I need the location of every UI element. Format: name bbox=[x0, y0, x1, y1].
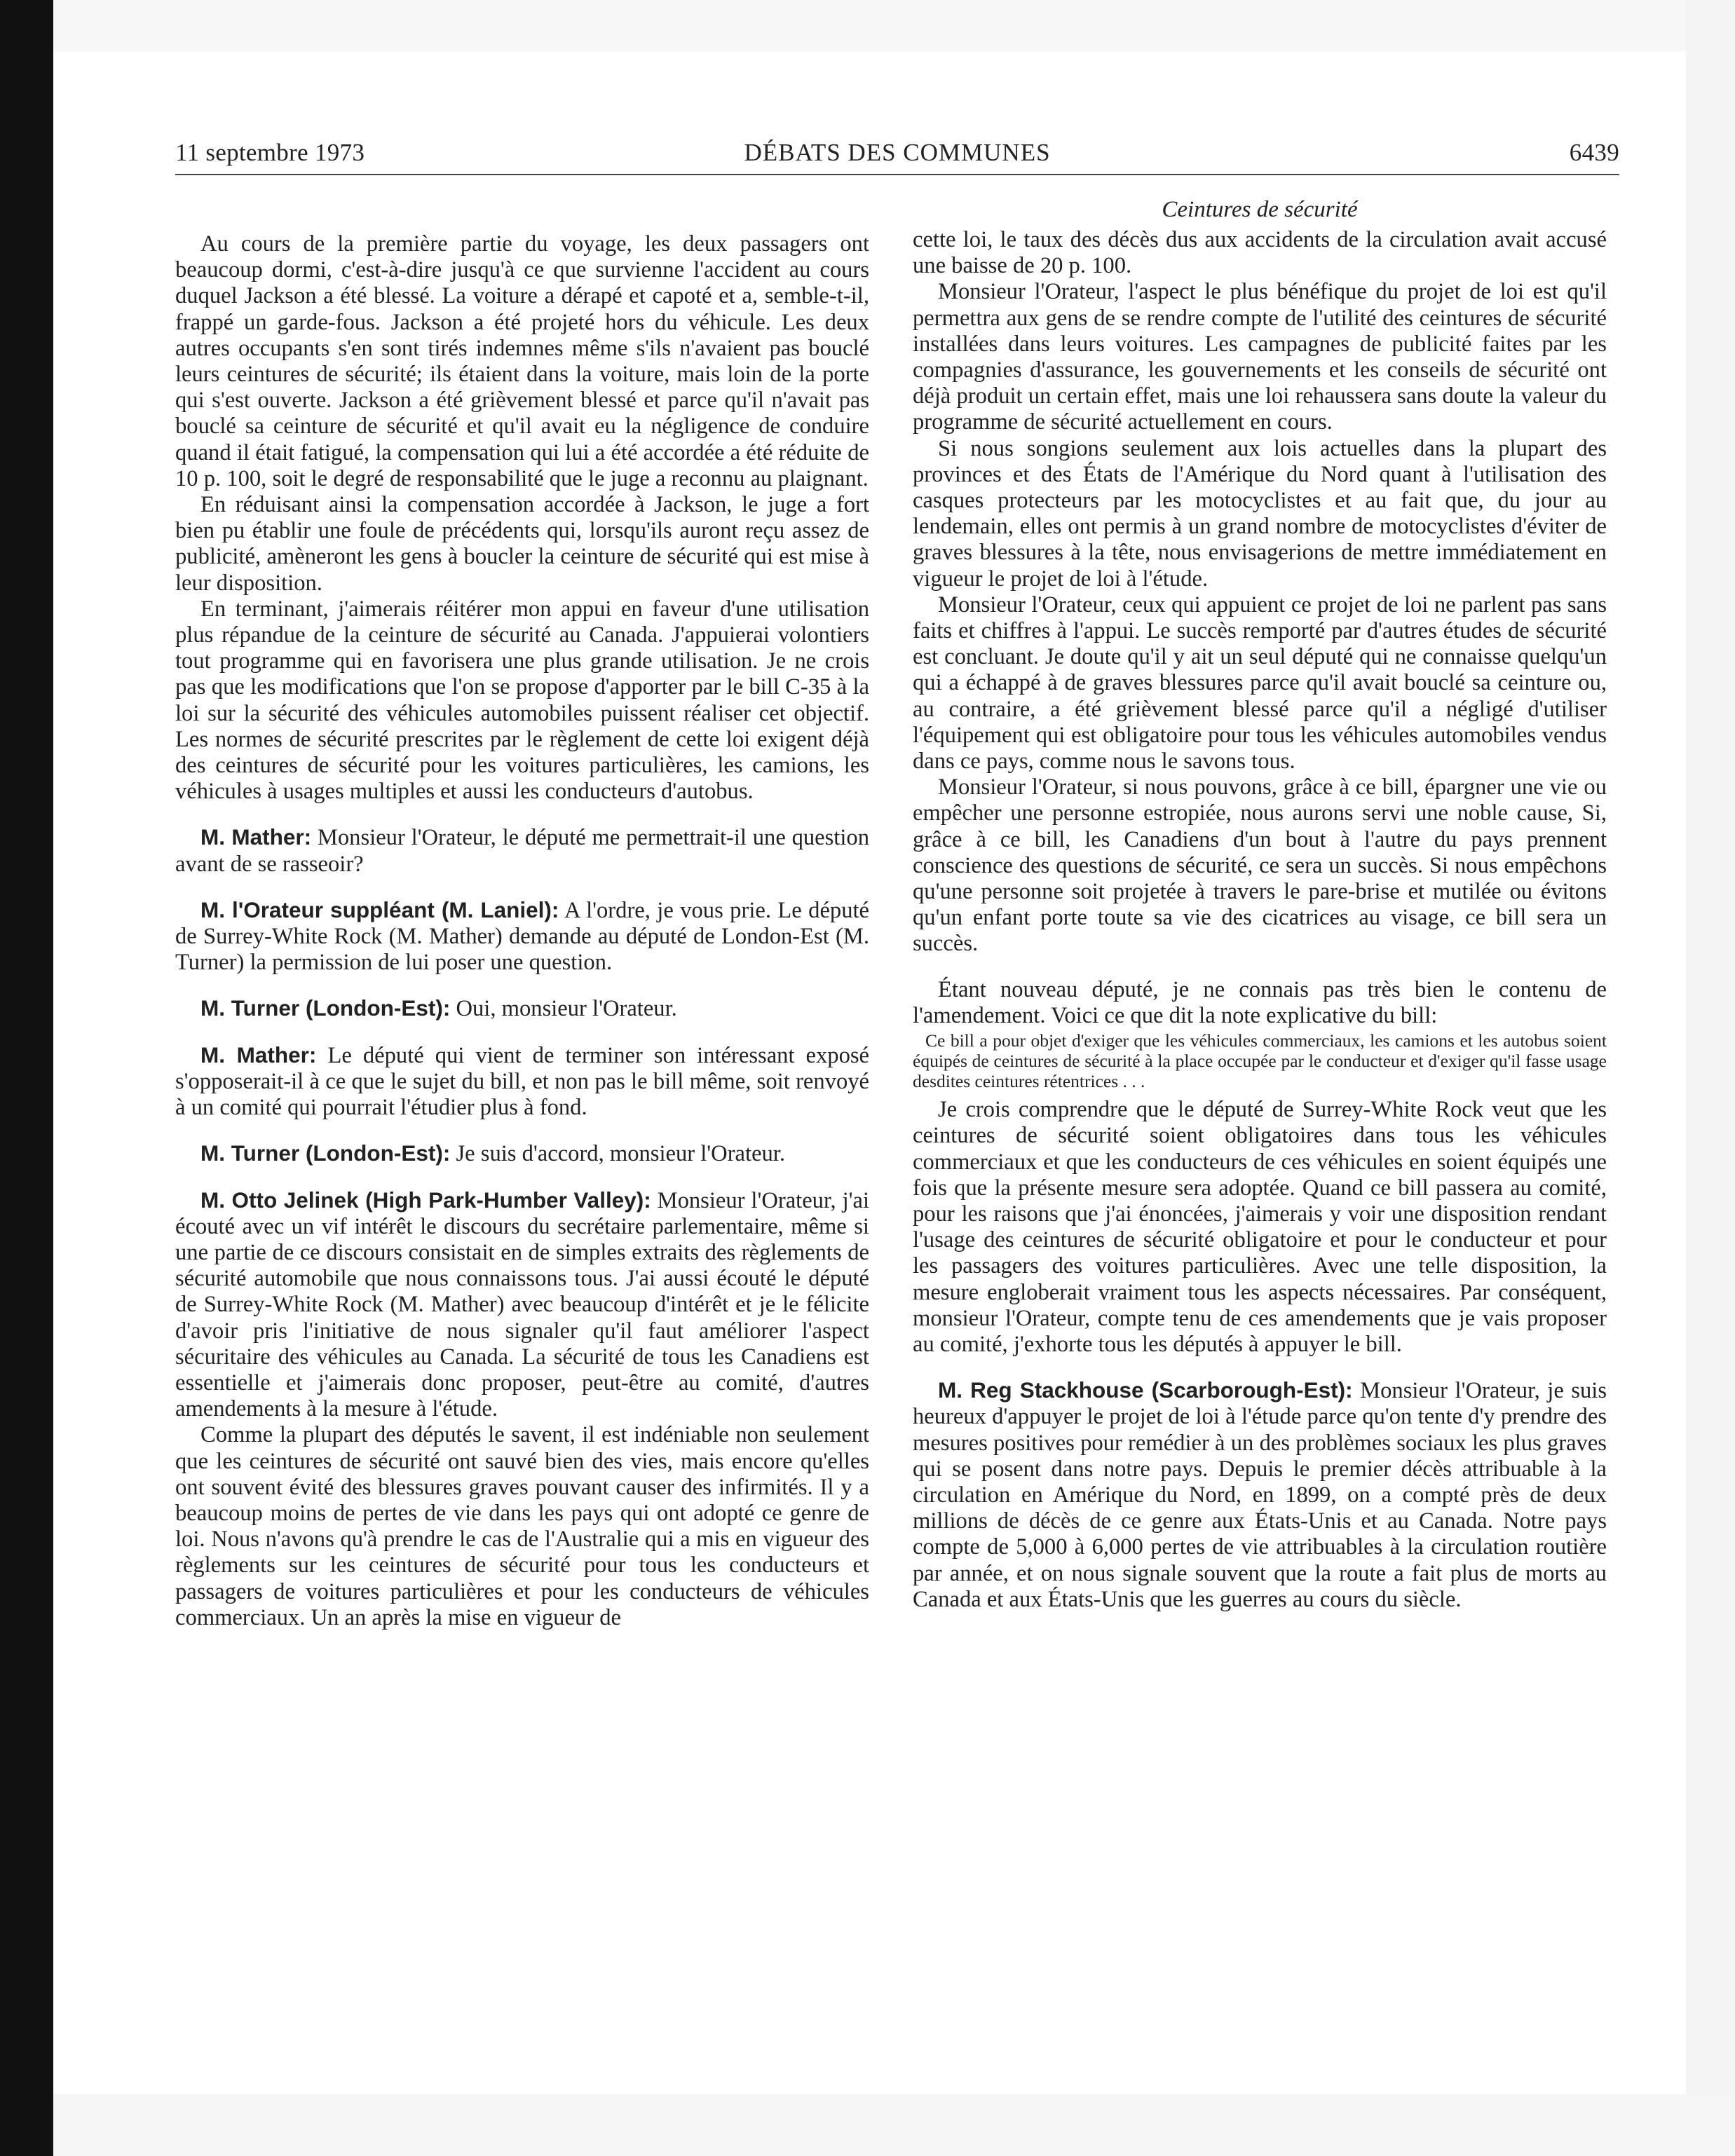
paragraph: cette loi, le taux des décès dus aux accidents de la circulation avait accusé une baisse de 20 p. 100. bbox=[913, 227, 1607, 279]
document-page bbox=[175, 133, 1619, 1630]
speech bbox=[175, 897, 869, 976]
speaker-name: M. Turner (London-Est): bbox=[200, 1140, 451, 1166]
speech-text: Oui, monsieur l'Orateur. bbox=[450, 996, 677, 1022]
scan-border-bottom bbox=[53, 2094, 1735, 2156]
left-column bbox=[175, 231, 869, 1631]
paragraph: Monsieur l'Orateur, si nous pouvons, grâce à ce bill, épargner une vie ou empêcher une personne estropiée, nous aurons servi une noble cause, Si, grâce à ce bill, les Canadiens d'un bout à l'autre du pays prennent conscience des questions de sécurité, ce sera un succès. Si nous empêchons qu'une personne soit projetée à travers le pare-brise et mutilée ou évitons qu'un enfant porte toute sa vie des cicatrices au visage, ce bill sera un succès. bbox=[913, 775, 1607, 957]
speaker-name: M. Reg Stackhouse (Scarborough-Est): bbox=[938, 1377, 1353, 1403]
paragraph: Monsieur l'Orateur, l'aspect le plus bénéfique du projet de loi est qu'il permettra aux gens de se rendre compte de l'utilité des ceintures de sécurité installées dans leurs voitures. Les campagnes de publicité faites par les compagnies d'assurance, les gouvernements et les conseils de sécurité ont déjà produit un certain effet, mais une loi rehaussera sans doute la valeur du programme de sécurité actuellement en cours. bbox=[913, 279, 1607, 435]
header-title: DÉBATS DES COMMUNES bbox=[744, 139, 1051, 166]
speech bbox=[175, 1042, 869, 1121]
speaker-name: M. l'Orateur suppléant (M. Laniel): bbox=[200, 896, 559, 922]
speech bbox=[175, 1140, 869, 1167]
speech-text: Monsieur l'Orateur, le député me permettrait-il une question avant de se rasseoir? bbox=[175, 825, 869, 877]
speech-text: Je suis d'accord, monsieur l'Orateur. bbox=[450, 1141, 786, 1167]
block-quote bbox=[913, 1030, 1607, 1091]
paragraph: Si nous songions seulement aux lois actuelles dans la plupart des provinces et des États de l'Amérique du Nord quant à l'utilisation des casques protecteurs par les motocyclistes et au fait que, du jour au lendemain, elles ont permis à un grand nombre de motocyclistes d'éviter de graves blessures à la tête, nous envisagerions de mettre immédiatement en vigueur le projet de loi à l'étude. bbox=[913, 435, 1607, 592]
speech-text: Monsieur l'Orateur, je suis heureux d'appuyer le projet de loi à l'étude parce qu'on tente d'y prendre des mesures positives pour remédier à un des problèmes sociaux les plus graves qui se posent dans notre pays. Depuis le premier décès attribuable à la circulation en Amérique du Nord, en 1899, on a compté près de deux millions de décès de ce genre aux États-Unis et au Canada. Notre pays compte de 5,000 à 6,000 pertes de vie attribuables à la circulation routière par année, et on nous signale souvent que la route a fait plus de morts au Canada et aux États-Unis que les guerres au cours du siècle. bbox=[913, 1378, 1607, 1612]
speaker-name: M. Otto Jelinek (High Park-Humber Valley): bbox=[200, 1187, 651, 1213]
speaker-name: M. Turner (London-Est): bbox=[200, 995, 451, 1021]
header-rule bbox=[175, 174, 1619, 175]
right-column bbox=[913, 196, 1607, 1613]
scan-border-right bbox=[1686, 0, 1735, 2156]
speech-text: Le député qui vient de terminer son intéressant exposé s'opposerait-il à ce que le sujet du bill, et non pas le bill même, soit renvoyé à un comité qui pourrait l'étudier plus à fond. bbox=[175, 1042, 870, 1121]
paragraph: Comme la plupart des députés le savent, il est indéniable non seulement que les ceintures de sécurité ont sauvé bien des vies, mais encore qu'elles ont souvent évité des blessures graves pouvant causer des infirmités. Il y a beaucoup moins de pertes de vie dans les pays qui ont adopté ce genre de loi. Nous n'avons qu'à prendre le cas de l'Australie qui a mis en vigueur des règlements sur les ceintures de sécurité pour tous les conducteurs et passagers de voitures particulières et pour les conducteurs de véhicules commerciaux. Un an après la mise en vigueur de bbox=[175, 1422, 869, 1630]
paragraph: Au cours de la première partie du voyage, les deux passagers ont beaucoup dormi, c'est-à-dire jusqu'à ce que survienne l'accident au cours duquel Jackson a été blessé. La voiture a dérapé et capoté et a, semble-t-il, frappé un garde-fous. Jackson a été projeté hors du véhicule. Les deux autres occupants s'en sont tirés indemnes même s'ils n'avaient pas bouclé leurs ceintures de sécurité; ils étaient dans la voiture, mais loin de la porte qui s'est ouverte. Jackson a été grièvement blessé et parce qu'il n'avait pas bouclé sa ceinture de sécurité et qu'il avait eu la négligence de conduire quand il était fatigué, la compensation qui lui a été accordée a été réduite de 10 p. 100, soit le degré de responsabilité que le juge a reconnu au plaignant. bbox=[175, 231, 869, 491]
speech bbox=[175, 824, 869, 877]
speaker-name: M. Mather: bbox=[200, 1042, 317, 1067]
running-header bbox=[175, 133, 1619, 172]
speech-text: A l'ordre, je vous prie. Le député de Surrey-White Rock (M. Mather) demande au député de London-Est (M. Turner) la permission de lui poser une question. bbox=[175, 897, 869, 976]
speaker-name: M. Mather: bbox=[200, 824, 312, 850]
quote-text: Ce bill a pour objet d'exiger que les véhicules commerciaux, les camions et les autobus soient équipés de ceintures de sécurité à la place occupée par le conducteur et d'exiger qu'il fasse usage desdites ceintures rétentrices . . . bbox=[913, 1030, 1607, 1092]
header-date: 11 septembre 1973 bbox=[175, 139, 365, 166]
paragraph: Monsieur l'Orateur, ceux qui appuient ce projet de loi ne parlent pas sans faits et chiffres à l'appui. Le succès remporté par d'autres études de sécurité est concluant. Je doute qu'il y ait un seul député qui ne connaisse quelqu'un qui a échappé à de graves blessures parce qu'il avait bouclé sa ceinture ou, au contraire, a été grièvement blessé parce qu'il a négligé d'utiliser l'équipement qui est obligatoire pour tous les véhicules automobiles vendus dans ce pays, comme nous le savons tous. bbox=[913, 592, 1607, 775]
page-number: 6439 bbox=[1569, 139, 1619, 166]
paragraph: Étant nouveau député, je ne connais pas très bien le contenu de l'amendement. Voici ce que dit la note explicative du bill: bbox=[913, 976, 1607, 1028]
scan-border-top bbox=[53, 0, 1735, 52]
speech-text: Monsieur l'Orateur, j'ai écouté avec un vif intérêt le discours du secrétaire parlementaire, même si une partie de ce discours consistait en de simples extraits des règlements de sécurité automobile que nous connaissons tous. J'ai aussi écouté le député de Surrey-White Rock (M. Mather) avec beaucoup d'intérêt et je le félicite d'avoir pris l'initiative de nous signaler qu'il faut améliorer l'aspect sécuritaire des véhicules au Canada. La sécurité de tous les Canadiens est essentielle et j'aimerais donc proposer, peut-être au comité, d'autres amendements à la mesure à l'étude. bbox=[175, 1187, 869, 1422]
paragraph: En réduisant ainsi la compensation accordée à Jackson, le juge a fort bien pu établir une foule de précédents qui, lorsqu'ils auront reçu assez de publicité, amèneront les gens à boucler la ceinture de sécurité qui est mise à leur disposition. bbox=[175, 492, 869, 596]
section-title: Ceintures de sécurité bbox=[1162, 197, 1358, 222]
speech bbox=[175, 1187, 869, 1423]
paragraph: En terminant, j'aimerais réitérer mon appui en faveur d'une utilisation plus répandue de la ceinture de sécurité au Canada. J'appuierai volontiers tout programme qui en favorisera une plus grande utilisation. Je ne crois pas que les modifications que l'on se propose d'apporter par le bill C-35 à la loi sur la sécurité des véhicules automobiles puissent réaliser cet objectif. Les normes de sécurité prescrites par le règlement de cette loi exigent déjà des ceintures de sécurité pour les voitures particulières, les camions, les véhicules à usages multiples et aussi les conducteurs d'autobus. bbox=[175, 596, 869, 805]
speech bbox=[175, 995, 869, 1022]
paragraph: Je crois comprendre que le député de Surrey-White Rock veut que les ceintures de sécurité soient obligatoires dans tous les véhicules commerciaux et que les conducteurs de ces véhicules en soient équipés une fois que la présente mesure sera adoptée. Quand ce bill passera au comité, pour les raisons que j'ai énoncées, j'aimerais y voir une disposition rendant l'usage des ceintures de sécurité obligatoire et pour le conducteur et pour les passagers des voitures particulières. Avec une telle disposition, la mesure engloberait vraiment tous les aspects nécessaires. Par conséquent, monsieur l'Orateur, compte tenu de ces amendements que je vais proposer au comité, j'exhorte tous les députés à appuyer le bill. bbox=[913, 1097, 1607, 1357]
speech bbox=[913, 1377, 1607, 1613]
scan-border-left bbox=[0, 0, 53, 2156]
